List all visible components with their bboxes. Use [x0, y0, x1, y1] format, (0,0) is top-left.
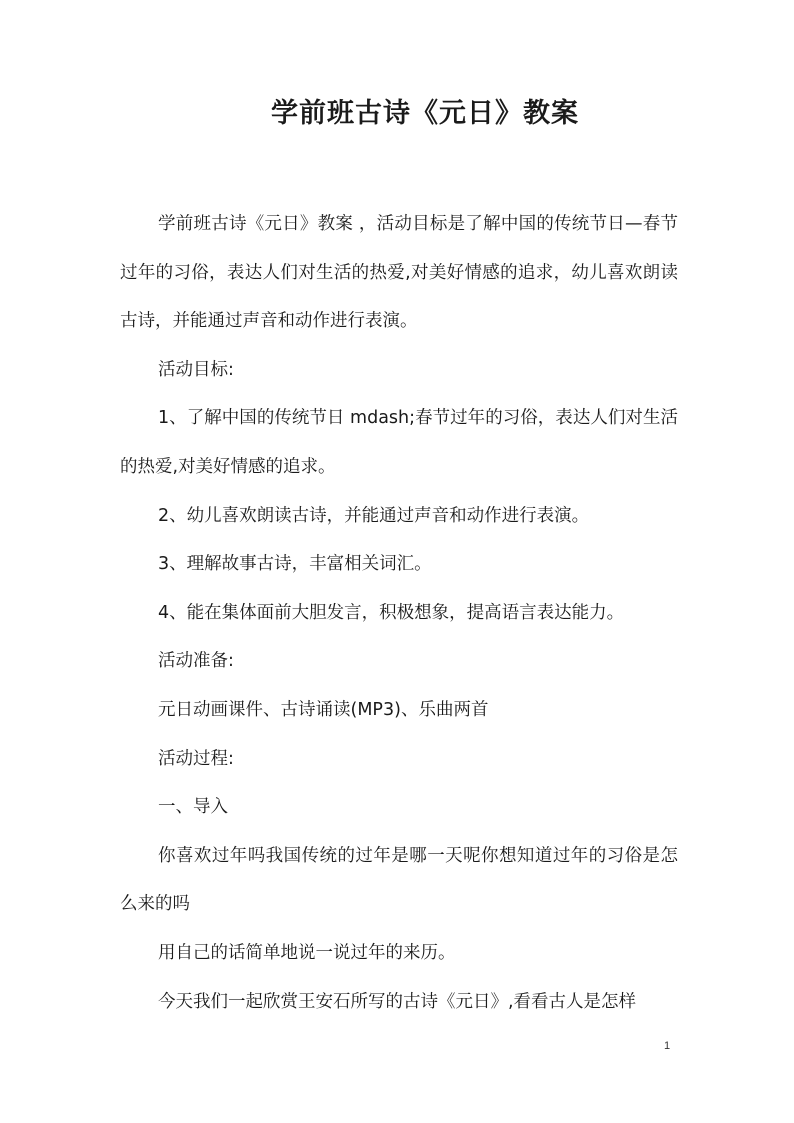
paragraph-poem-intro: 今天我们一起欣赏王安石所写的古诗《元日》,看看古人是怎样: [158, 991, 637, 1012]
paragraph-intro: 学前班古诗《元日》教案 ，活动目标是了解中国的传统节日—春节过年的习俗，表达人们对生活的热爱,对美好情感的追求，幼儿喜欢朗读古诗，并能通过声音和动作进行表演。: [120, 214, 678, 332]
paragraph-goal-3: 3、理解故事古诗，丰富相关词汇。: [158, 554, 432, 575]
paragraph-heading-preparation: 活动准备:: [158, 651, 234, 672]
paragraph-preparation: 元日动画课件、古诗诵读(MP3)、乐曲两首: [158, 699, 489, 720]
paragraph-goal-4: 4、能在集体面前大胆发言，积极想象，提高语言表达能力。: [158, 602, 625, 623]
paragraph-goal-1: 1、了解中国的传统节日 mdash;春节过年的习俗，表达人们对生活的热爱,对美好情感的追求。: [120, 408, 678, 477]
paragraph-origin: 用自己的话简单地说一说过年的来历。: [158, 942, 456, 963]
paragraph-goal-2: 2、幼儿喜欢朗读古诗，并能通过声音和动作进行表演。: [158, 505, 590, 526]
paragraph-question: 你喜欢过年吗我国传统的过年是哪一天呢你想知道过年的习俗是怎么来的吗: [120, 845, 678, 915]
paragraph-heading-process: 活动过程:: [158, 748, 234, 769]
paragraph-section-intro: 一、导入: [158, 797, 228, 818]
document-title: 学前班古诗《元日》教案: [271, 98, 579, 129]
document-body: [120, 200, 678, 1026]
page-number: 1: [664, 1040, 671, 1052]
paragraph-heading-goals: 活动目标:: [158, 359, 234, 380]
